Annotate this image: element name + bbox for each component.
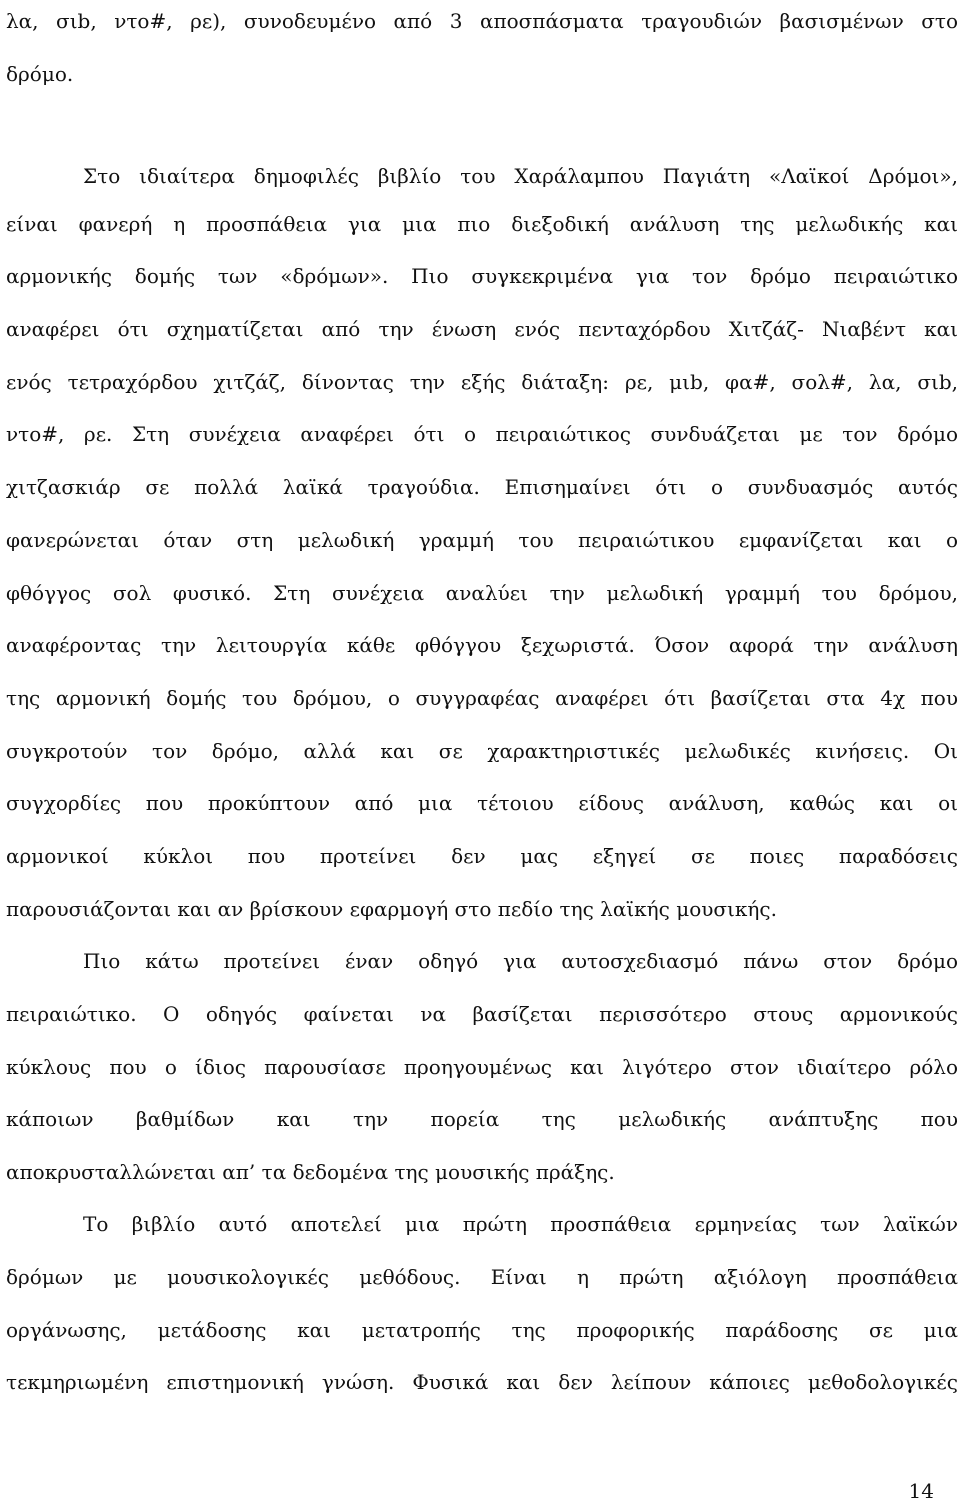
text-line: οργάνωσης, μετάδοσης και μετατροπής της προφορικής παράδοσης σε μια (6, 1318, 958, 1342)
text-line: αναφέρει ότι σχηματίζεται από την ένωση ενός πενταχόρδου Χιτζάζ- Νιαβέντ και (6, 317, 958, 341)
text-line: αποκρυσταλλώνεται απ’ τα δεδομένα της μουσικής πράξης. (6, 1160, 615, 1184)
page-number: 14 (908, 1479, 934, 1503)
text-line: αρμονικοί κύκλοι που προτείνει δεν μας εξηγεί σε ποιες παραδόσεις (6, 844, 958, 868)
text-line: της αρμονική δομής του δρόμου, ο συγγραφέας αναφέρει ότι βασίζεται στα 4χ που (6, 686, 958, 710)
text-line: συγχορδίες που προκύπτουν από μια τέτοιου είδους ανάλυση, καθώς και οι (6, 791, 958, 815)
text-line: λα, σιb, ντο#, ρε), συνοδευμένο από 3 αποσπάσματα τραγουδιών βασισμένων στο (6, 9, 958, 33)
text-line: χιτζασκιάρ σε πολλά λαϊκά τραγούδια. Επισημαίνει ότι ο συνδυασμός αυτός (6, 475, 958, 499)
paragraph-first-line: Στο ιδιαίτερα δημοφιλές βιβλίο του Χαράλαμπου Παγιάτη «Λαϊκοί Δρόμοι», (83, 164, 958, 188)
text-line: φθόγγος σολ φυσικό. Στη συνέχεια αναλύει την μελωδική γραμμή του δρόμου, (6, 581, 958, 605)
paragraph-first-line: Πιο κάτω προτείνει έναν οδηγό για αυτοσχεδιασμό πάνω στον δρόμο (83, 949, 958, 973)
paragraph-first-line: Το βιβλίο αυτό αποτελεί μια πρώτη προσπάθεια ερμηνείας των λαϊκών (83, 1212, 958, 1236)
text-line: δρόμο. (6, 62, 74, 86)
text-line: ενός τετραχόρδου χιτζάζ, δίνοντας την εξής διάταξη: ρε, μιb, φα#, σολ#, λα, σιb, (6, 370, 958, 394)
text-line: παρουσιάζονται και αν βρίσκουν εφαρμογή στο πεδίο της λαϊκής μουσικής. (6, 897, 777, 921)
text-line: αναφέροντας την λειτουργία κάθε φθόγγου ξεχωριστά. Όσον αφορά την ανάλυση (6, 633, 958, 657)
text-line: κάποιων βαθμίδων και την πορεία της μελωδικής ανάπτυξης που (6, 1107, 958, 1131)
text-line: αρμονικής δομής των «δρόμων». Πιο συγκεκριμένα για τον δρόμο πειραιώτικο (6, 264, 958, 288)
text-line: φανερώνεται όταν στη μελωδική γραμμή του πειραιώτικου εμφανίζεται και ο (6, 528, 958, 552)
text-line: τεκμηριωμένη επιστημονική γνώση. Φυσικά και δεν λείπουν κάποιες μεθοδολογικές (6, 1370, 958, 1394)
text-line: πειραιώτικο. Ο οδηγός φαίνεται να βασίζεται περισσότερο στους αρμονικούς (6, 1002, 958, 1026)
text-line: συγκροτούν τον δρόμο, αλλά και σε χαρακτηριστικές μελωδικές κινήσεις. Οι (6, 739, 958, 763)
text-line: ντο#, ρε. Στη συνέχεια αναφέρει ότι ο πειραιώτικος συνδυάζεται με τον δρόμο (6, 422, 958, 446)
text-line: δρόμων με μουσικολογικές μεθόδους. Είναι η πρώτη αξιόλογη προσπάθεια (6, 1265, 958, 1289)
text-line: κύκλους που ο ίδιος παρουσίασε προηγουμένως και λιγότερο στον ιδιαίτερο ρόλο (6, 1055, 958, 1079)
text-line: είναι φανερή η προσπάθεια για μια πιο διεξοδική ανάλυση της μελωδικής και (6, 212, 958, 236)
